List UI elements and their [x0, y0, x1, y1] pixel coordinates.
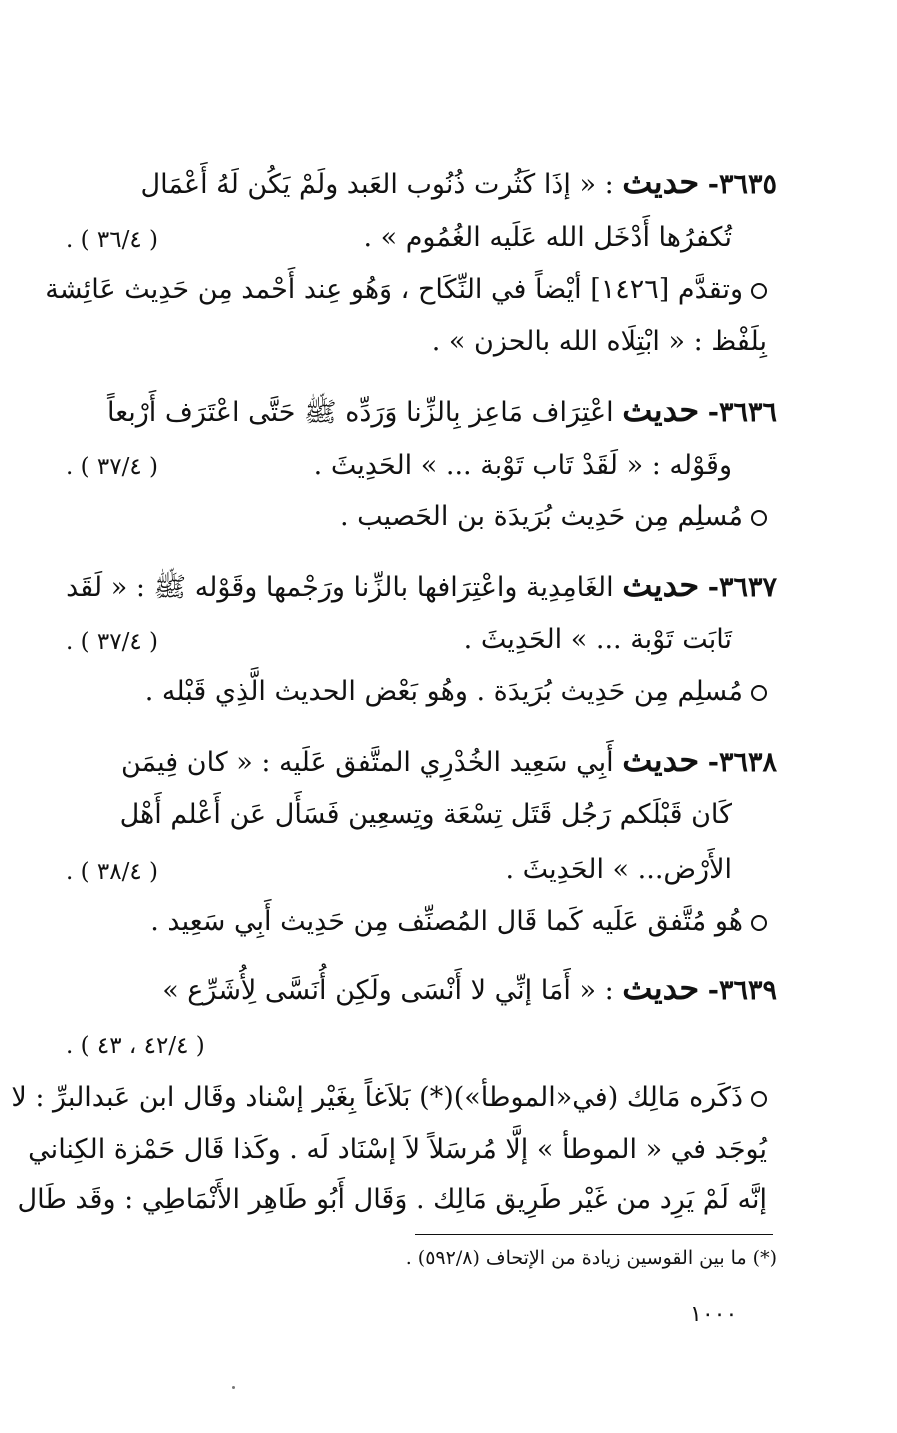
entry-text: الغَامِدِية واعْتِرَافها بالزِّنا ورَجْمها وقَوْله ﷺ : « لَقَد	[66, 572, 614, 603]
entry-3638-line3: الأَرْض... » الحَدِيثَ .	[505, 854, 732, 885]
note-text: وتقدَّم [١٤٢٦] أيْضاً في النِّكَاح ، وَهُو عِند أَحْمد مِن حَدِيث عَائِشة	[45, 274, 743, 305]
note-text: مُسلِم مِن حَدِيث بُرَيدَة بن الحَصيب .	[340, 501, 743, 532]
entry-3635-note1	[45, 270, 767, 310]
note-text: هُو مُتَّفق عَلَيه كَما قَال المُصنِّف مِن حَدِيث أَبِي سَعِيد .	[150, 906, 743, 937]
entry-3635-line2: تُكفرُها أَدْخَل الله عَلَيه الغُمُوم » .	[363, 222, 732, 253]
entry-3639-reference: ( ٤٢/٤ ، ٤٣ ) .	[66, 1033, 205, 1059]
hadith-keyword: حديث	[622, 741, 700, 779]
entry-3635-note2: بِلَفْظ : « ابْتِلَاه الله بالحزن » .	[431, 326, 767, 357]
entry-3638-note1	[66, 902, 767, 942]
entry-3636-line2: وقَوْله : « لَقَدْ تَاب تَوْبة ... » الحَدِيثَ .	[313, 450, 732, 481]
hadith-keyword: حديث	[622, 391, 700, 429]
circle-bullet-icon	[751, 1091, 767, 1107]
entry-3635-reference: ( ٣٦/٤ ) .	[66, 227, 159, 253]
hadith-keyword: حديث	[622, 163, 700, 201]
entry-text: : « أَمَا إنِّي لا أَنْسَى ولَكِن أُنَسَّى لِأُشَرِّع »	[162, 975, 614, 1006]
note-text: ذَكَره مَالِك (في«الموطأ»)(*) بَلاَغاً بِغَيْر إسْناد وقَال ابن عَبدالبرِّ : لا	[11, 1082, 743, 1113]
page-number: ١٠٠٠	[690, 1302, 738, 1327]
note-text: مُسلِم مِن حَدِيث بُرَيدَة . وهُو بَعْض الحديث الَّذِي قَبْله .	[144, 676, 743, 707]
hadith-keyword: حديث	[622, 566, 700, 604]
entry-text: أَبِي سَعِيد الخُدْرِي المتَّفق عَلَيه : « كان فِيمَن	[120, 747, 614, 778]
entry-3639-note2: يُوجَد في « الموطأ » إلَّا مُرسَلاً لاَ إسْنَاد لَه . وكَذا قَال حَمْزة الكِناني	[28, 1134, 767, 1165]
entry-3637-line1	[66, 565, 777, 608]
entry-3638-line2: كَان قَبْلَكم رَجُل قَتَل تِسْعَة وتِسعِين فَسَأَل عَن أَعْلم أَهْل	[119, 799, 732, 830]
entry-3637-reference: ( ٣٧/٤ ) .	[66, 629, 159, 655]
entry-number: ٣٦٣٨-	[707, 747, 777, 778]
footnote-divider	[415, 1234, 773, 1235]
entry-number: ٣٦٣٥-	[707, 169, 777, 200]
entry-3637-note1	[66, 672, 767, 712]
circle-bullet-icon	[751, 685, 767, 701]
entry-3636-line1	[66, 390, 777, 433]
entry-number: ٣٦٣٧-	[707, 572, 777, 603]
entry-number: ٣٦٣٦-	[707, 397, 777, 428]
entry-3636-note1	[66, 497, 767, 537]
entry-text: اعْتِرَاف مَاعِز بِالزِّنا وَرَدِّه ﷺ حَتَّى اعْتَرَف أَرْبعاً	[106, 397, 614, 428]
entry-text: : « إذَا كَثُرت ذُنُوب العَبد ولَمْ يَكُن لَهُ أَعْمَال	[140, 169, 614, 200]
entry-3638-line1	[66, 740, 777, 783]
circle-bullet-icon	[751, 283, 767, 299]
entry-3637-line2: تَابَت تَوْبة ... » الحَدِيثَ .	[463, 624, 732, 655]
entry-number: ٣٦٣٩-	[707, 975, 777, 1006]
entry-3639-note3: إنَّه لَمْ يَرِد من غَيْر طَرِيق مَالِك . وَقَال أَبُو طَاهِر الأَنْمَاطِي : وقَد طَال	[17, 1184, 767, 1215]
circle-bullet-icon	[751, 915, 767, 931]
entry-3639-line1	[66, 968, 777, 1011]
stray-dot	[232, 1386, 235, 1389]
hadith-keyword: حديث	[622, 969, 700, 1007]
entry-3639-note1	[11, 1078, 767, 1118]
footnote: (*) ما بين القوسين زيادة من الإتحاف (٥٩٢/٨) .	[405, 1247, 777, 1269]
entry-3635-line1	[66, 162, 777, 205]
entry-3638-reference: ( ٣٨/٤ ) .	[66, 859, 159, 885]
entry-3636-reference: ( ٣٧/٤ ) .	[66, 454, 159, 480]
circle-bullet-icon	[751, 510, 767, 526]
